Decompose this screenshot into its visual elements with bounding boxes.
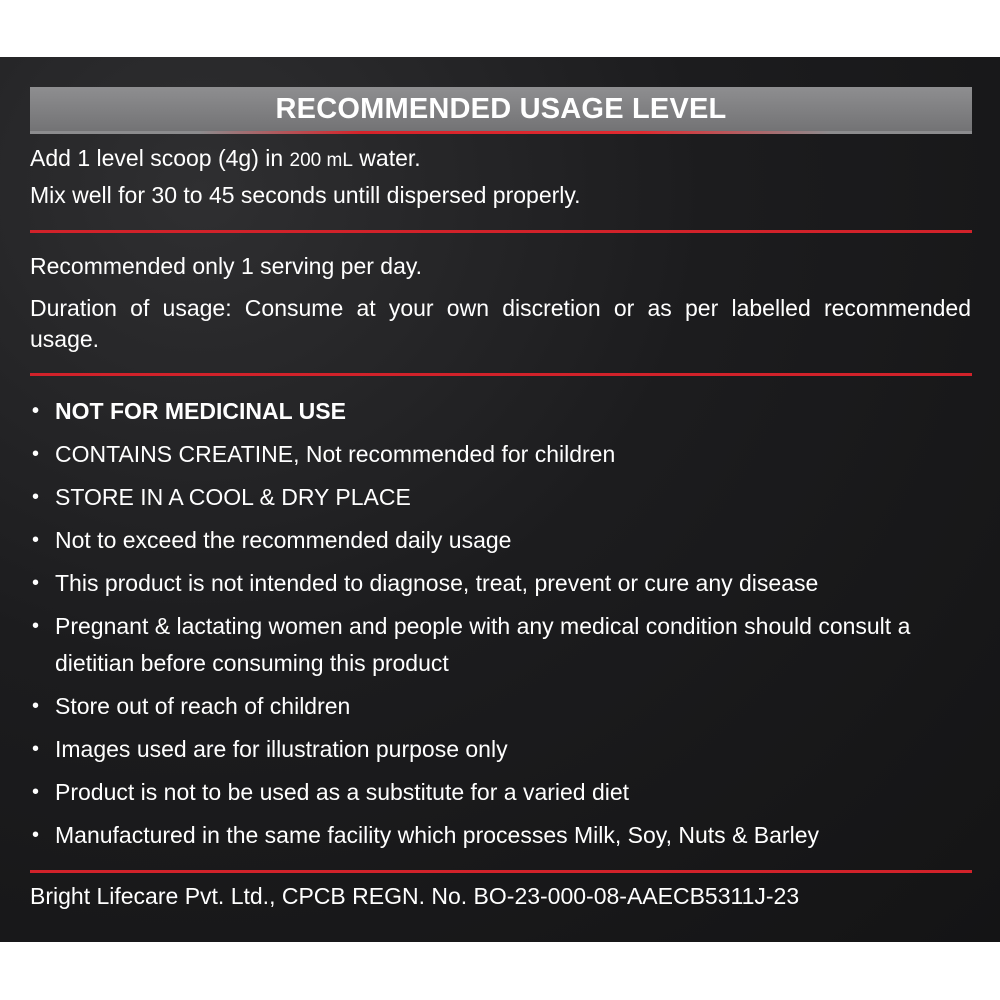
warning-item xyxy=(30,393,972,430)
warning-text: Not to exceed the recommended daily usage xyxy=(55,527,512,553)
warning-text: Store out of reach of children xyxy=(55,693,351,719)
warning-item xyxy=(30,479,972,516)
warning-item xyxy=(30,731,972,768)
bullet-icon: • xyxy=(32,738,40,760)
bullet-icon: • xyxy=(32,529,40,551)
serving-recommendation: Recommended only 1 serving per day. xyxy=(30,253,423,279)
usage-line-scoop-prefix: Add 1 level scoop (4g) in xyxy=(30,145,290,171)
warning-text: Pregnant & lactating women and people with any medical condition should consult a dietitian before consuming this product xyxy=(55,613,911,676)
bullet-icon: • xyxy=(32,615,40,637)
warning-text: This product is not intended to diagnose, treat, prevent or cure any disease xyxy=(55,570,819,596)
section-title: RECOMMENDED USAGE LEVEL xyxy=(275,93,727,125)
header-underline xyxy=(30,131,972,134)
warning-text: Images used are for illustration purpose only xyxy=(55,736,508,762)
bullet-icon: • xyxy=(32,781,40,803)
warning-item xyxy=(30,817,972,854)
divider-2 xyxy=(30,373,972,376)
warning-item xyxy=(30,436,972,473)
warning-text: CONTAINS CREATINE, Not recommended for children xyxy=(55,441,616,467)
usage-line-mix: Mix well for 30 to 45 seconds untill dispersed properly. xyxy=(30,182,581,208)
warning-text: Manufactured in the same facility which processes Milk, Soy, Nuts & Barley xyxy=(55,822,819,848)
warning-item xyxy=(30,522,972,559)
manufacturer-info: Bright Lifecare Pvt. Ltd., CPCB REGN. No. BO-23-000-08-AAECB5311J-23 xyxy=(30,883,800,909)
warning-item xyxy=(30,565,972,602)
bullet-icon: • xyxy=(32,443,40,465)
warning-text: NOT FOR MEDICINAL USE xyxy=(55,398,346,424)
warning-item xyxy=(30,688,972,725)
usage-line-scoop xyxy=(30,145,421,172)
warnings-list xyxy=(30,393,972,860)
bullet-icon: • xyxy=(32,486,40,508)
usage-duration: Duration of usage: Consume at your own discretion or as per labelled recommended usage. xyxy=(30,295,971,352)
section-header xyxy=(30,87,972,131)
divider-1 xyxy=(30,230,972,233)
bullet-icon: • xyxy=(32,824,40,846)
bullet-icon: • xyxy=(32,572,40,594)
bullet-icon: • xyxy=(32,400,40,422)
usage-water-amount: 200 mL xyxy=(289,150,353,171)
warning-text: Product is not to be used as a substitute for a varied diet xyxy=(55,779,630,805)
warning-text: STORE IN A COOL & DRY PLACE xyxy=(55,484,411,510)
bullet-icon: • xyxy=(32,695,40,717)
warning-item xyxy=(30,608,945,682)
divider-3 xyxy=(30,870,972,873)
usage-label-panel xyxy=(0,57,1000,942)
warning-item xyxy=(30,774,972,811)
usage-line-scoop-suffix: water. xyxy=(352,145,421,171)
